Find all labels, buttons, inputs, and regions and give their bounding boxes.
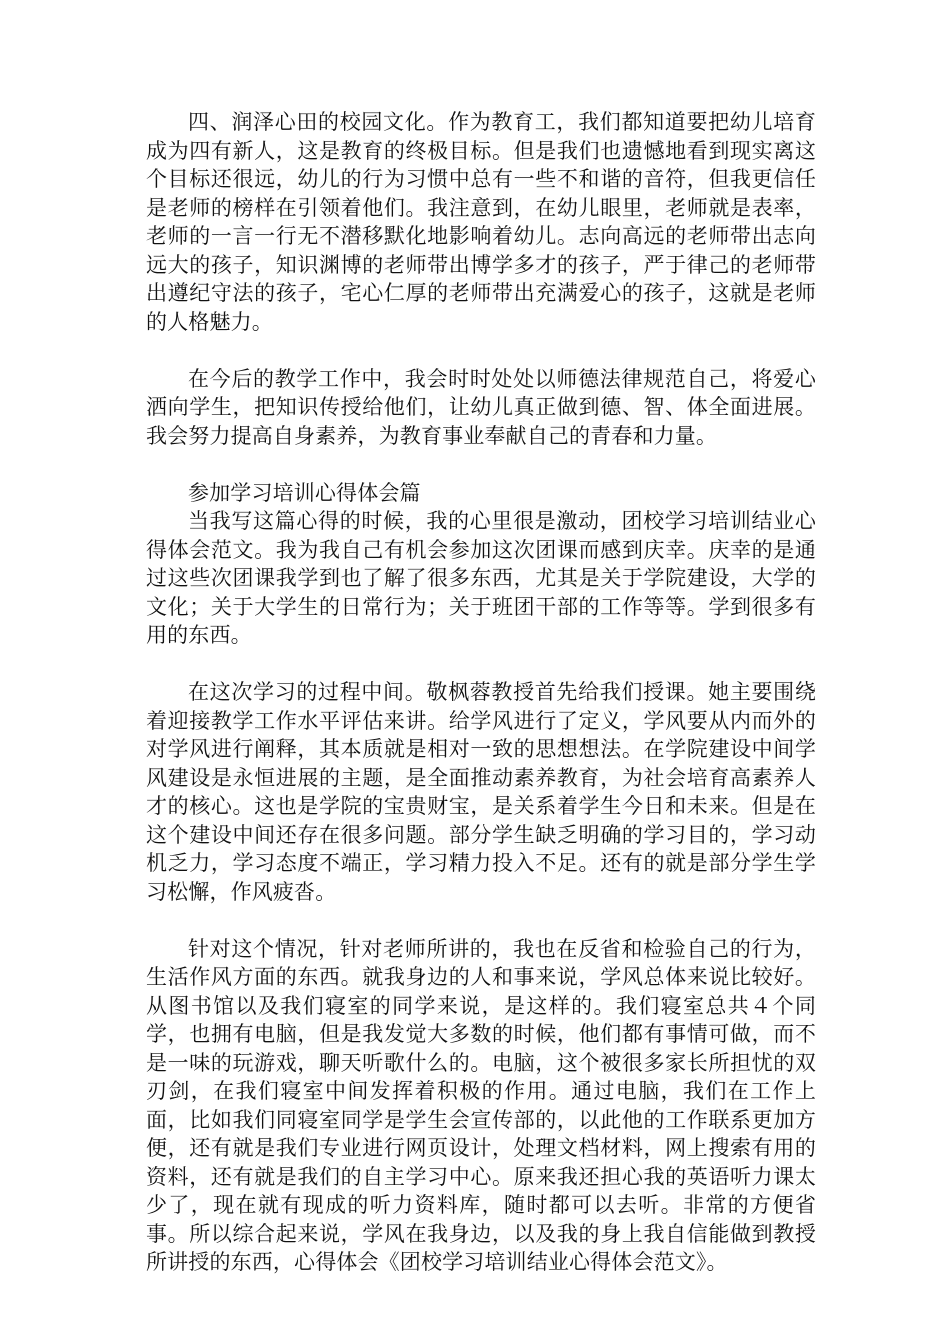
paragraph-lecture: 在这次学习的过程中间。敬枫蓉教授首先给我们授课。她主要围绕着迎接教学工作水平评估来讲。给学风进行了定义，学风要从内而外的对学风进行阐释，其本质就是相对一致的思想想法。在学院建设中间学风建设是永恒进展的主题，是全面推动素养教育，为社会培育高素养人才的核心。这也是学院的宝贵财宝，是关系着学生今日和未来。但是在这个建设中间还存在很多问题。部分学生缺乏明确的学习目的，学习动机乏力，学习态度不端正，学习精力投入不足。还有的就是部分学生学习松懈，作风疲沓。: [146, 680, 816, 904]
paragraph-intro: 当我写这篇心得的时候，我的心里很是激动，团校学习培训结业心得体会范文。我为我自己有机会参加这次团课而感到庆幸。庆幸的是通过这些次团课我学到也了解了很多东西，尤其是关于学院建设，大学的文化；关于大学生的日常行为；关于班团干部的工作等等。学到很多有用的东西。: [146, 509, 816, 647]
paragraph-future-work: 在今后的教学工作中，我会时时处处以师德法律规范自己，将爱心洒向学生，把知识传授给他们，让幼儿真正做到德、智、体全面进展。我会努力提高自身素养，为教育事业奉献自己的青春和力量。: [146, 366, 816, 448]
section-title: 参加学习培训心得体会篇: [188, 480, 421, 505]
paragraph-reflection: 针对这个情况，针对老师所讲的，我也在反省和检验自己的行为，生活作风方面的东西。就我身边的人和事来说，学风总体来说比较好。从图书馆以及我们寝室的同学来说，是这样的。我们寝室总共４个同学，也拥有电脑，但是我发觉大多数的时候，他们都有事情可做，而不是一味的玩游戏，聊天听歌什么的。电脑，这个被很多家长所担忧的双刃剑，在我们寝室中间发挥着积极的作用。通过电脑，我们在工作上面，比如我们同寝室同学是学生会宣传部的，以此他的工作联系更加方便，还有就是我们专业进行网页设计，处理文档材料，网上搜索有用的资料，还有就是我们的自主学习中心。原来我还担心我的英语听力课太少了，现在就有现成的听力资料库，随时都可以去听。非常的方便省事。所以综合起来说，学风在我身边，以及我的身上我自信能做到教授所讲授的东西，心得体会《团校学习培训结业心得体会范文》。: [146, 936, 816, 1274]
paragraph-campus-culture: 四、润泽心田的校园文化。作为教育工，我们都知道要把幼儿培育成为四有新人，这是教育的终极目标。但是我们也遗憾地看到现实离这个目标还很远，幼儿的行为习惯中总有一些不和谐的音符，但我更信任是老师的榜样在引领着他们。我注意到，在幼儿眼里，老师就是表率，老师的一言一行无不潜移默化地影响着幼儿。志向高远的老师带出志向远大的孩子，知识渊博的老师带出博学多才的孩子，严于律己的老师带出遵纪守法的孩子，宅心仁厚的老师带出充满爱心的孩子，这就是老师的人格魅力。: [146, 110, 816, 334]
document-page: [146, 108, 816, 1277]
